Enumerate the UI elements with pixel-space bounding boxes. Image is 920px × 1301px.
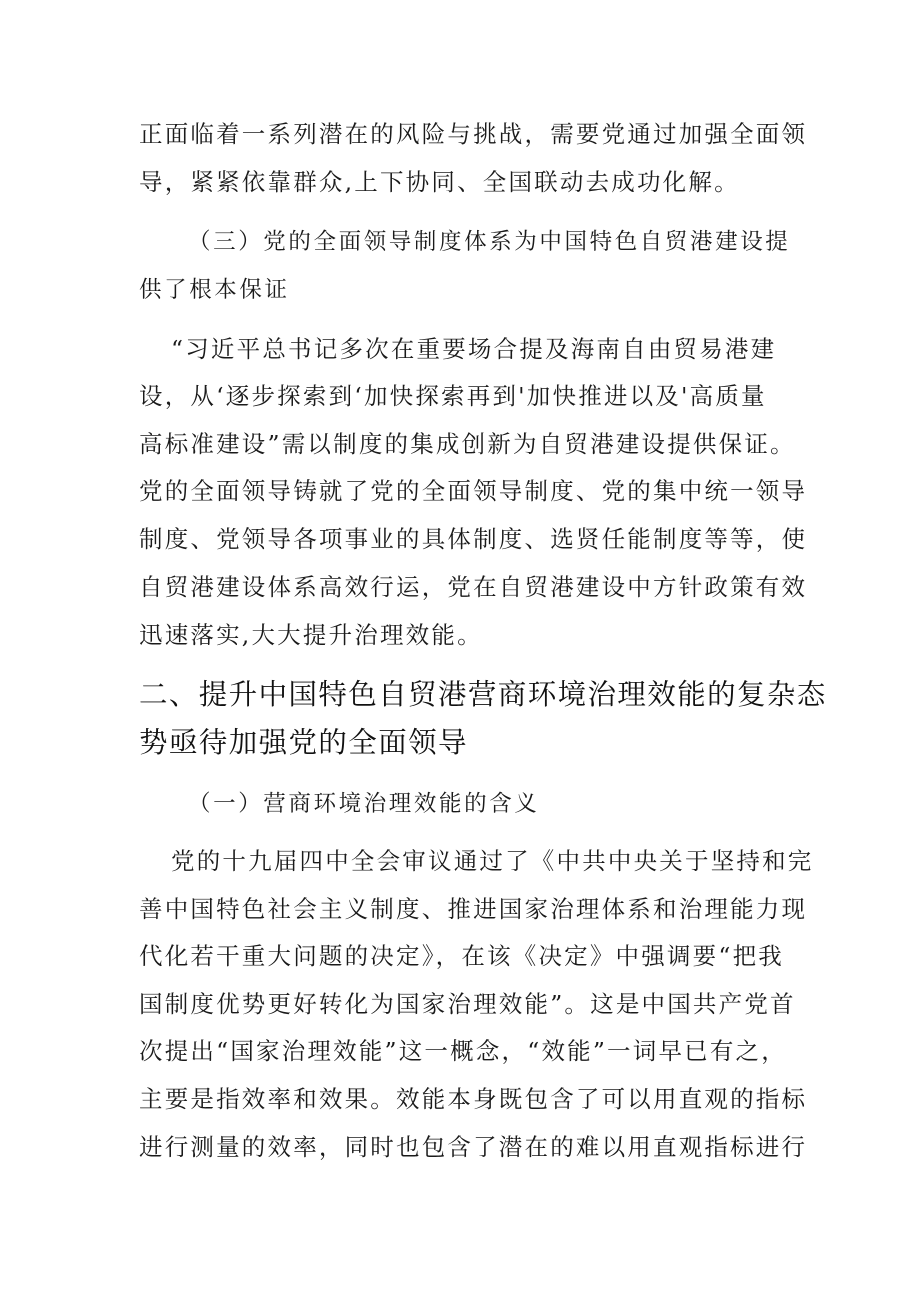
text-line: 自贸港建设体系高效行运，党在自贸港建设中方针政策有效 bbox=[139, 573, 808, 601]
text-line: 制度、党领导各项事业的具体制度、选贤任能制度等等，使 bbox=[139, 525, 808, 553]
text-line: 代化若干重大问题的决定》，在该《决定》中强调要“把我 bbox=[139, 942, 784, 970]
text-line: 党的十九届四中全会审议通过了《中共中央关于坚持和完 bbox=[171, 847, 814, 875]
heading-line: 二、提升中国特色自贸港营商环境治理效能的复杂态 bbox=[139, 678, 827, 711]
text-line: 正面临着一系列潜在的风险与挑战，需要党通过加强全面领 bbox=[139, 120, 808, 148]
text-line: 导，紧紧依靠群众,上下协同、全国联动去成功化解。 bbox=[139, 168, 740, 196]
text-line: 善中国特色社会主义制度、推进国家治理体系和治理能力现 bbox=[139, 895, 808, 923]
text-line: 高标准建设”需以制度的集成创新为自贸港建设提供保证。 bbox=[139, 430, 796, 458]
heading-line: （三）党的全面领导制度体系为中国特色自贸港建设提 bbox=[188, 229, 791, 255]
heading-line: （一）营商环境治理效能的含义 bbox=[188, 791, 540, 817]
text-line: 党的全面领导铸就了党的全面领导制度、党的集中统一领导 bbox=[139, 477, 808, 505]
text-line: 设，从‘逐步探索到‘加快探索再到'加快推进以及'高质量 bbox=[139, 382, 767, 410]
heading-line: 供了根本保证 bbox=[139, 277, 290, 303]
heading-line: 势亟待加强党的全面领导 bbox=[139, 726, 468, 759]
text-line: 迅速落实,大大提升治理效能。 bbox=[139, 621, 483, 649]
text-line: “习近平总书记多次在重要场合提及海南自由贸易港建 bbox=[171, 335, 777, 363]
text-line: 进行测量的效率，同时也包含了潜在的难以用直观指标进行 bbox=[139, 1133, 808, 1161]
text-line: 国制度优势更好转化为国家治理效能”。这是中国共产党首 bbox=[139, 990, 796, 1018]
text-line: 次提出“国家治理效能”这一概念，“效能”一词早已有之， bbox=[139, 1037, 787, 1065]
text-line: 主要是指效率和效果。效能本身既包含了可以用直观的指标 bbox=[139, 1085, 808, 1113]
